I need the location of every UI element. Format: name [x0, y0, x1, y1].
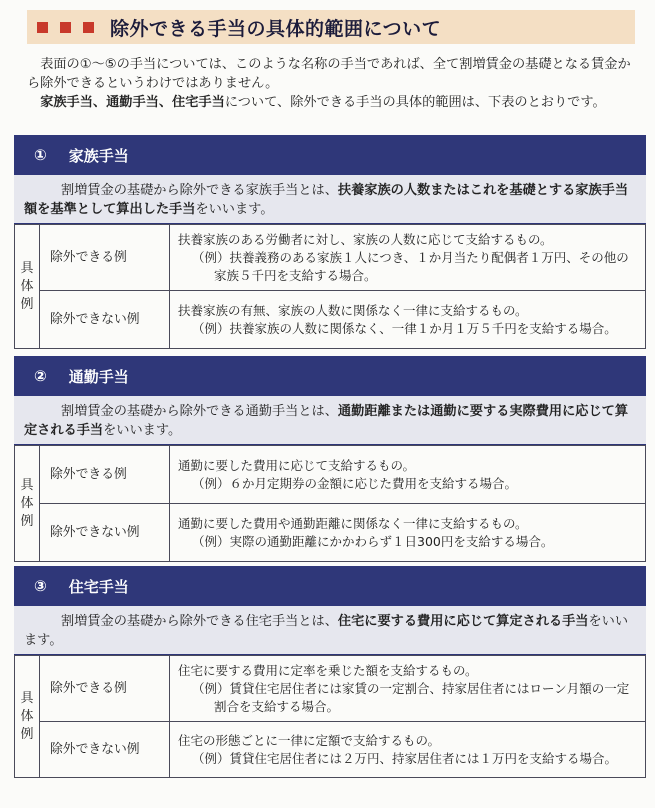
- square-bullet-icon: [83, 22, 94, 33]
- description-text: 割増賃金の基礎から除外できる家族手当とは、: [60, 183, 338, 198]
- description-end: をいいます。: [195, 202, 274, 217]
- examples-table: [14, 224, 646, 349]
- page-title: 除外できる手当の具体的範囲について: [110, 17, 442, 40]
- section-title: 住宅手当: [68, 577, 129, 596]
- intro-text: [27, 55, 632, 112]
- examples-table: [14, 445, 646, 562]
- example-body: 扶養家族のある労働者に対し、家族の人数に応じて支給するもの。 （例）扶養義務のある家族１人につき、１か月当たり配偶者１万円、その他の 家族５千円を支給する場合。: [170, 225, 646, 291]
- example-body: 住宅に要する費用に定率を乗じた額を支給するもの。 （例）賃貸住宅居住者には家賃の一定割合、持家居住者にはローン月額の一定 割合を支給する場合。: [170, 656, 646, 722]
- example-label: 除外できない例: [40, 291, 170, 349]
- section-commuting-allowance: [14, 356, 646, 562]
- description-bold: 扶養家族の人数またはこれを基礎とする家族手当額を基準として算出した手当: [24, 183, 629, 217]
- section-description: [14, 606, 646, 655]
- table-row: [15, 504, 646, 562]
- section-title: 家族手当: [68, 146, 129, 165]
- examples-gutter-label: 具体例: [15, 656, 40, 778]
- description-bold: 住宅に要する費用に応じて算定される手当: [337, 614, 589, 629]
- section-header: [14, 135, 646, 175]
- example-label: 除外できる例: [40, 225, 170, 291]
- intro-paragraph-2: [27, 93, 632, 112]
- title-bar: [27, 10, 635, 44]
- example-body: 通勤に要した費用に応じて支給するもの。 （例）６か月定期券の金額に応じた費用を支給する場合。: [170, 446, 646, 504]
- example-label: 除外できる例: [40, 656, 170, 722]
- section-number: ③: [34, 577, 47, 595]
- description-text: 割増賃金の基礎から除外できる通勤手当とは、: [60, 404, 338, 419]
- section-title: 通勤手当: [68, 367, 129, 386]
- example-body: 住宅の形態ごとに一律に定額で支給するもの。 （例）賃貸住宅居住者には２万円、持家居住者には１万円を支給する場合。: [170, 722, 646, 778]
- description-end: をいいます。: [103, 423, 182, 438]
- section-family-allowance: [14, 135, 646, 349]
- examples-table: [14, 655, 646, 778]
- example-label: 除外できない例: [40, 722, 170, 778]
- description-bold: 通勤距離または通勤に要する実際費用に応じて算定される手当: [24, 404, 629, 438]
- table-row: [15, 291, 646, 349]
- intro-rest: について、除外できる手当の具体的範囲は、下表のとおりです。: [224, 95, 606, 110]
- intro-bold-terms: 家族手当、通勤手当、住宅手当: [40, 95, 225, 110]
- section-description: [14, 175, 646, 224]
- square-bullet-icon: [60, 22, 71, 33]
- square-bullet-icon: [37, 22, 48, 33]
- section-header: [14, 356, 646, 396]
- table-row: [15, 446, 646, 504]
- description-end: をいいます。: [24, 614, 629, 648]
- intro-paragraph-1: 表面の①～⑤の手当については、このような名称の手当であれば、全て割増賃金の基礎となる賃金から除外できるというわけではありません。: [27, 57, 631, 91]
- section-housing-allowance: [14, 566, 646, 778]
- example-body: 通勤に要した費用や通勤距離に関係なく一律に支給するもの。 （例）実際の通勤距離にかかわらず１日300円を支給する場合。: [170, 504, 646, 562]
- example-label: 除外できる例: [40, 446, 170, 504]
- example-body: 扶養家族の有無、家族の人数に関係なく一律に支給するもの。 （例）扶養家族の人数に関係なく、一律１か月１万５千円を支給する場合。: [170, 291, 646, 349]
- section-header: [14, 566, 646, 606]
- section-number: ①: [34, 146, 47, 164]
- example-label: 除外できない例: [40, 504, 170, 562]
- section-number: ②: [34, 367, 47, 385]
- examples-gutter-label: 具体例: [15, 446, 40, 562]
- table-row: [15, 656, 646, 722]
- description-text: 割増賃金の基礎から除外できる住宅手当とは、: [60, 614, 338, 629]
- section-description: [14, 396, 646, 445]
- examples-gutter-label: 具体例: [15, 225, 40, 349]
- table-row: [15, 722, 646, 778]
- table-row: [15, 225, 646, 291]
